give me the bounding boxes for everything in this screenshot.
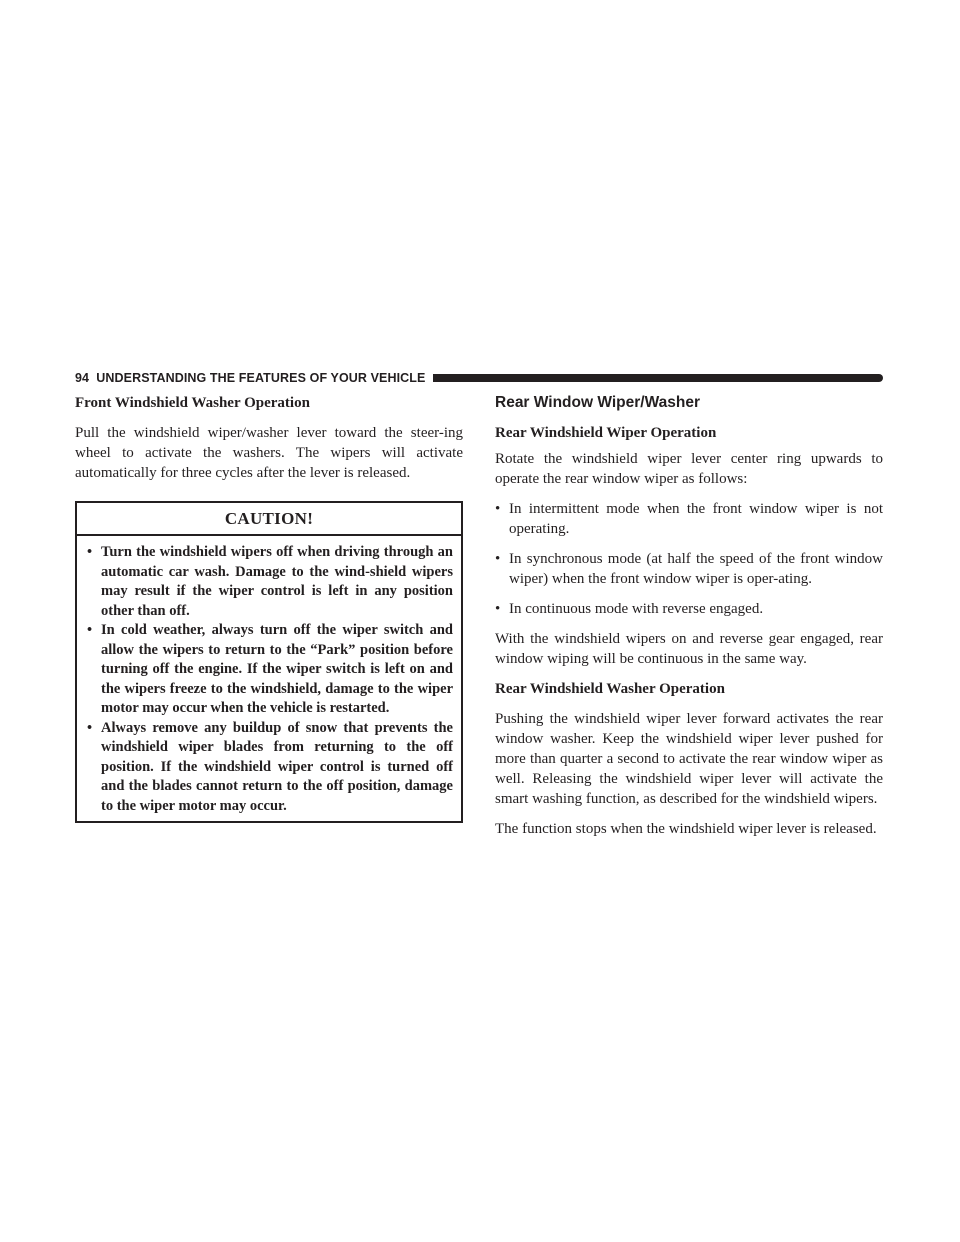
left-column (75, 393, 463, 823)
list-item (495, 549, 883, 589)
section-title: UNDERSTANDING THE FEATURES OF YOUR VEHICLE (96, 371, 426, 385)
list-item-text: In synchronous mode (at half the speed of the front window wiper) when the front window wiper is oper-ating. (509, 551, 883, 587)
header-text (75, 370, 433, 386)
caution-item-text: Turn the windshield wipers off when driving through an automatic car wash. Damage to the wind-shield wipers may result if the wiper control is left in any position other than off. (101, 544, 453, 619)
caution-item (87, 621, 453, 719)
rear-wiper-washer-heading: Rear Window Wiper/Washer (495, 394, 700, 411)
caution-item (87, 543, 453, 621)
bullet-icon: • (495, 601, 501, 617)
rear-wiper-paragraph: Rotate the windshield wiper lever center ring upwards to operate the rear window wiper as follows: (495, 451, 883, 487)
function-stops-paragraph: The function stops when the windshield wiper lever is released. (495, 821, 877, 837)
rear-washer-paragraph: Pushing the windshield wiper lever forward activates the rear window washer. Keep the windshield wiper lever pushed for more than quarter a second to activate the rear window wiper as well. Releasing the windshield wiper lever will activate the smart washing function, as described for the windshield wipers. (495, 711, 883, 807)
bullet-icon: • (495, 501, 501, 517)
caution-item-text: Always remove any buildup of snow that prevents the windshield wiper blades from returning to the off position. If the windshield wiper control is turned off and the blades cannot return to the off position, damage to the wiper motor may occur. (101, 719, 453, 814)
list-item-text: In continuous mode with reverse engaged. (509, 601, 764, 617)
rear-washer-subheading: Rear Windshield Washer Operation (495, 681, 725, 697)
page-number: 94 (75, 371, 90, 385)
page-header (75, 370, 883, 386)
front-washer-paragraph: Pull the windshield wiper/washer lever toward the steer-ing wheel to activate the washers. The wipers will activate automatically for three cycles after the lever is released. (75, 425, 463, 481)
right-column (495, 393, 883, 839)
caution-body (77, 536, 461, 821)
caution-box (75, 501, 463, 823)
list-item-text: In intermittent mode when the front window wiper is not operating. (509, 501, 883, 537)
bullet-icon: • (495, 551, 501, 567)
caution-title: CAUTION! (77, 503, 461, 536)
bullet-icon: • (87, 622, 93, 638)
reverse-gear-paragraph: With the windshield wipers on and reverse gear engaged, rear window wiping will be continuous in the same way. (495, 631, 883, 667)
caution-item-text: In cold weather, always turn off the wiper switch and allow the wipers to return to the “Park” position before turning off the engine. If the wiper switch is left on and the wipers freeze to the windshield, damage to the wiper motor may occur when the vehicle is restarted. (101, 622, 453, 716)
bullet-icon: • (87, 544, 93, 560)
list-item (495, 499, 883, 539)
caution-item (87, 719, 453, 817)
bullet-icon: • (87, 719, 93, 736)
front-washer-subheading: Front Windshield Washer Operation (75, 395, 310, 411)
list-item (495, 599, 883, 619)
rear-wiper-subheading: Rear Windshield Wiper Operation (495, 425, 717, 441)
